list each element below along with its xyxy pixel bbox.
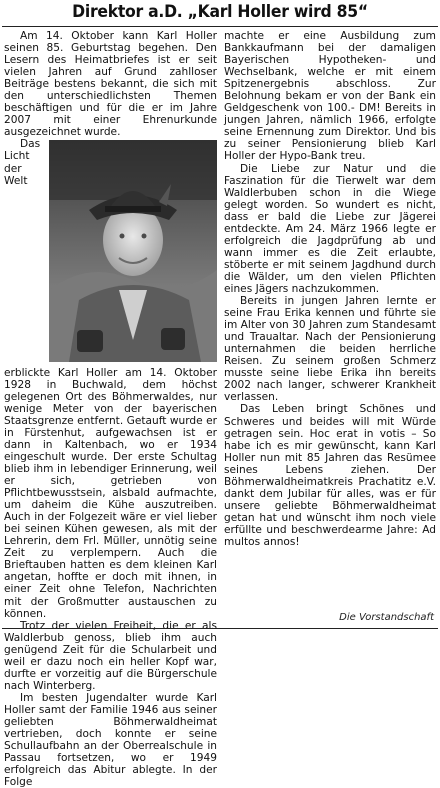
left-para-1: Am 14. Oktober kann Karl Holler seinen 85. Geburtstag begehen. Den Lesern des Heimatbriefes ist er seit vielen Jahren auf Grund zahlloser Beiträge bestens bekannt, die sich mit den unterschiedlichsten Themen beschäftigen und für die er im Jahre 2007 mit einer Ehrenurkunde ausgezeichnet wurde. [4,30,217,139]
portrait-photo-icon [49,140,217,362]
left-para-3: Trotz der vielen Freiheit, die er als Waldlerbub genoss, blieb ihm auch genügend Zeit für die Schularbeit und weil er dazu noch ein heller Kopf war, durfte er vorzeitig auf die Bürgerschule nach Winterberg. [4,619,217,692]
right-para-2: Die Liebe zur Natur und die Faszination für die Tierwelt war dem Waldlerbuben schon in die Wiege gelegt worden. So wundert es nicht, dass er bald die Liebe zur Jägerei entdeckte. Am 24. März 1966 legte er erfolgreich die Jagdprüfung ab und wann immer es die Zeit erlaubte, stöberte er mit seinem Jagdhund durch die Wälder, um den vielen Pflichten eines Jägers nachzukommen. [224,162,436,295]
portrait-photo [49,140,217,362]
right-para-4: Das Leben bringt Schönes und Schweres und beides will mit Würde getragen sein. Hoc erat in votis – So habe ich es mir gewünscht, kann Karl Holler nun mit 85 Jahren das Resümee seines Lebens ziehen. Der Böhmerwaldheimatkreis Prachatitz e.V. dankt dem Jubilar für alles, was er für unsere geliebte Böhmerwaldheimat getan hat und wünscht ihm noch viele erfüllte und beschwerdearme Jahre: Ad multos annos! [224,403,436,548]
left-column [4,30,217,788]
page-title: Direktor a.D. „Karl Holler wird 85“ [72,2,368,22]
signature: Die Vorstandschaft [339,612,434,623]
left-para-2 [4,138,217,619]
right-para-1: machte er eine Ausbildung zum Bankkaufmann bei der damaligen Bayerischen Hypotheken- und Wechselbank, welche er mit einem Spitzenergebnis abschloss. Zur Belohnung bekam er von der Bank ein Geldgeschenk von 100.- DM! Bereits in jungen Jahren, nämlich 1966, erfolgte seine Ernennung zum Direktor. Und bis zu seiner Pensionierung blieb Karl Holler der Hypo-Bank treu. [224,30,436,163]
right-column [224,30,436,548]
right-para-3: Bereits in jungen Jahren lernte er seine Frau Erika kennen und führte sie im Alter von 30 Jahren zum Standesamt und Traualtar. Nach der Pensionierung unternahmen die beiden herrliche Reisen. Zu seinem großen Schmerz musste seine liebe Erika ihn bereits 2002 nach langer, schwerer Krankheit verlassen. [224,295,436,404]
bottom-rule [2,628,438,629]
title-rule-top [2,26,438,27]
left-para-2-text: Das Licht der Welt erblickte Karl Holler am 14. Oktober 1928 in Buchwald, dem höchst gelegenen Ort des Böhmerwaldes, nur wenige Meter von der bayerischen Staatsgrenze entfernt. Getauft wurde er in Fürstenhut, aufgewachsen ist er dann in Kaltenbach, wo er 1934 eingeschult wurde. Der erste Schultag blieb ihm in lebendiger Erinnerung, weil er sich, getrieben von Pflichtbewusstsein, alsbald aufmachte, um daheim die Kühe auszutreiben. Auch in der Folgezeit wäre er viel lieber bei seinen Kühen gewesen, als mit der Lehrerin, dem Frl. Müller, unnötig seine Zeit zu verplempern. Auch die Brieftauben hatten es dem kleinen Karl angetan, hoffte er doch mit ihnen, in einer Zeit ohne Telefon, Nachrichten mit der Großmutter austauschen zu können. [4,138,217,620]
left-para-4: Im besten Jugendalter wurde Karl Holler samt der Familie 1946 aus seiner geliebten Böhmerwaldheimat vertrieben, doch konnte er seine Schullaufbahn an der Oberrealschule in Passau fortsetzen, wo er 1949 erfolgreich das Abitur ablegte. In der Folge [4,691,217,788]
